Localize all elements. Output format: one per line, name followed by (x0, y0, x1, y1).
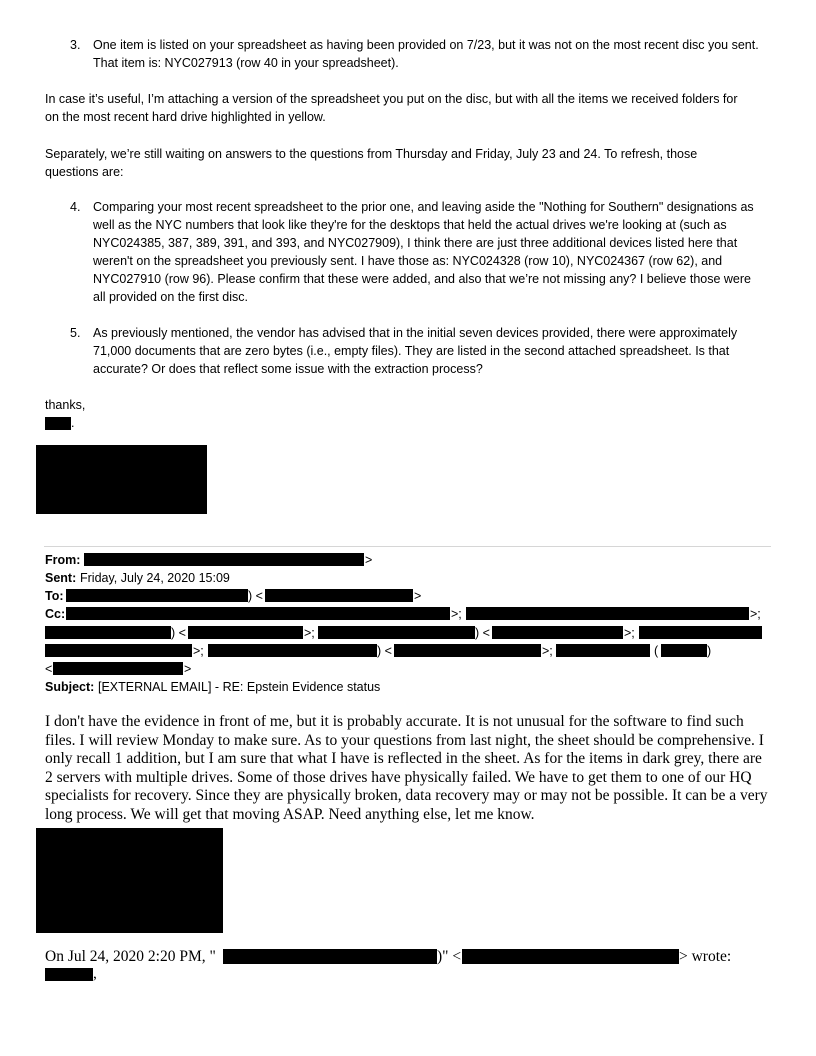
list-item-5-text: As previously mentioned, the vendor has advised that in the initial seven devices provided, there were approximately 71,000 documents that are zero bytes (i.e., empty files). They are listed in the second attached spreadsheet. Is that accurate? Or does that reflect some issue with the extraction process? (93, 326, 738, 376)
cc-sep-8: ) < (377, 644, 392, 658)
subject-value: [EXTERNAL EMAIL] - RE: Epstein Evidence status (98, 680, 381, 694)
cc-gt: > (184, 662, 192, 676)
redaction-from (84, 553, 364, 566)
redaction-quote-email (462, 949, 679, 964)
cc-sep-1: >; (451, 607, 462, 621)
from-label: From: (45, 553, 81, 567)
redaction-signoff-name (45, 417, 71, 430)
redaction-cc-2e (639, 626, 762, 639)
cc-sep-9: >; (542, 644, 553, 658)
list-item-4-text: Comparing your most recent spreadsheet to the prior one, and leaving aside the "Nothing for Southern" designations as well as the NYC numbers that look like they're for the desktops that held the actual drives we're looking at (such as NYC024385, 387, 389, 391, and 393, and NYC027909), I think there are just three additional devices listed here that weren't on the spreadsheet you previously sent. I have those as: NYC024328 (row 10), NYC024367 (row 62), and NYC027910 (row 96). Please confirm that these were added, and also that we’re not missing any? I believe those were all provided on the first disc. (93, 200, 754, 304)
redaction-cc-2a (45, 626, 171, 639)
to-label: To: (45, 589, 64, 603)
redaction-signature-block-1 (36, 445, 207, 514)
paragraph-waiting: Separately, we’re still waiting on answers to the questions from Thursday and Friday, July 23 and 24. To refresh, those questions are: (45, 147, 698, 179)
to-mid: ) < (248, 589, 263, 603)
cc-sep-4: >; (304, 626, 315, 640)
to-end: > (414, 589, 422, 603)
redaction-quote-salutation (45, 968, 93, 981)
redaction-cc-3e (661, 644, 707, 657)
cc-paren-close: ) (707, 644, 712, 658)
cc-sep-5: ) < (475, 626, 490, 640)
cc-sep-6: >; (624, 626, 635, 640)
cc-sep-3: ) < (171, 626, 186, 640)
list-number-3: 3. (70, 38, 81, 52)
redaction-cc-3a (45, 644, 192, 657)
signoff: thanks, (45, 398, 86, 412)
redaction-cc-1b (466, 607, 749, 620)
redaction-signature-block-2 (36, 828, 223, 933)
cc-label: Cc: (45, 607, 66, 621)
redaction-cc-2d (492, 626, 623, 639)
quote-suffix: > wrote: (679, 948, 732, 965)
cc-lt: < (45, 662, 53, 676)
redaction-cc-4a (53, 662, 183, 675)
list-item-3-text: One item is listed on your spreadsheet as having been provided on 7/23, but it was not on the most recent disc you sent. That item is: NYC027913 (row 40 in your spreadsheet). (93, 38, 759, 70)
subject-label: Subject: (45, 680, 95, 694)
sent-value: Friday, July 24, 2020 15:09 (80, 571, 230, 585)
paragraph-attachment: In case it’s useful, I’m attaching a version of the spreadsheet you put on the disc, but with all the items we received folders for on the most recent hard drive highlighted in yellow. (45, 92, 738, 124)
redaction-cc-3c (394, 644, 541, 657)
redaction-to-email (265, 589, 413, 602)
redaction-to-name (66, 589, 248, 602)
signoff-period: . (71, 416, 75, 430)
from-end: > (365, 553, 373, 567)
sent-label: Sent: (45, 571, 77, 585)
header-divider (44, 546, 771, 547)
cc-sep-2: >; (750, 607, 761, 621)
redaction-cc-1a (66, 607, 450, 620)
quote-comma: , (93, 965, 97, 982)
redaction-cc-2c (318, 626, 475, 639)
cc-paren-open: ( (654, 644, 659, 658)
redaction-cc-3b (208, 644, 377, 657)
list-number-4: 4. (70, 200, 81, 214)
quote-prefix: On Jul 24, 2020 2:20 PM, " (45, 948, 216, 965)
redaction-cc-2b (188, 626, 303, 639)
list-number-5: 5. (70, 326, 81, 340)
reply-body: I don't have the evidence in front of me, but it is probably accurate. It is not unusual for the software to find such files. I will review Monday to make sure. As to your questions from last night, the sheet should be comprehensive. I only recall 1 addition, but I am sure that what I have is reflected in the sheet. As for the items in dark grey, there are 2 servers with multiple drives. Some of those drives have physically failed. We have to get them to one of our HQ specialists for recovery. Since they are physically broken, data recovery may or may not be possible. It can be a very long process. We will get that moving ASAP. Need anything else, let me know. (45, 713, 768, 823)
redaction-quote-name (223, 949, 437, 964)
cc-sep-7: >; (193, 644, 204, 658)
redaction-cc-3d (556, 644, 650, 657)
quote-mid: )" < (437, 948, 462, 965)
